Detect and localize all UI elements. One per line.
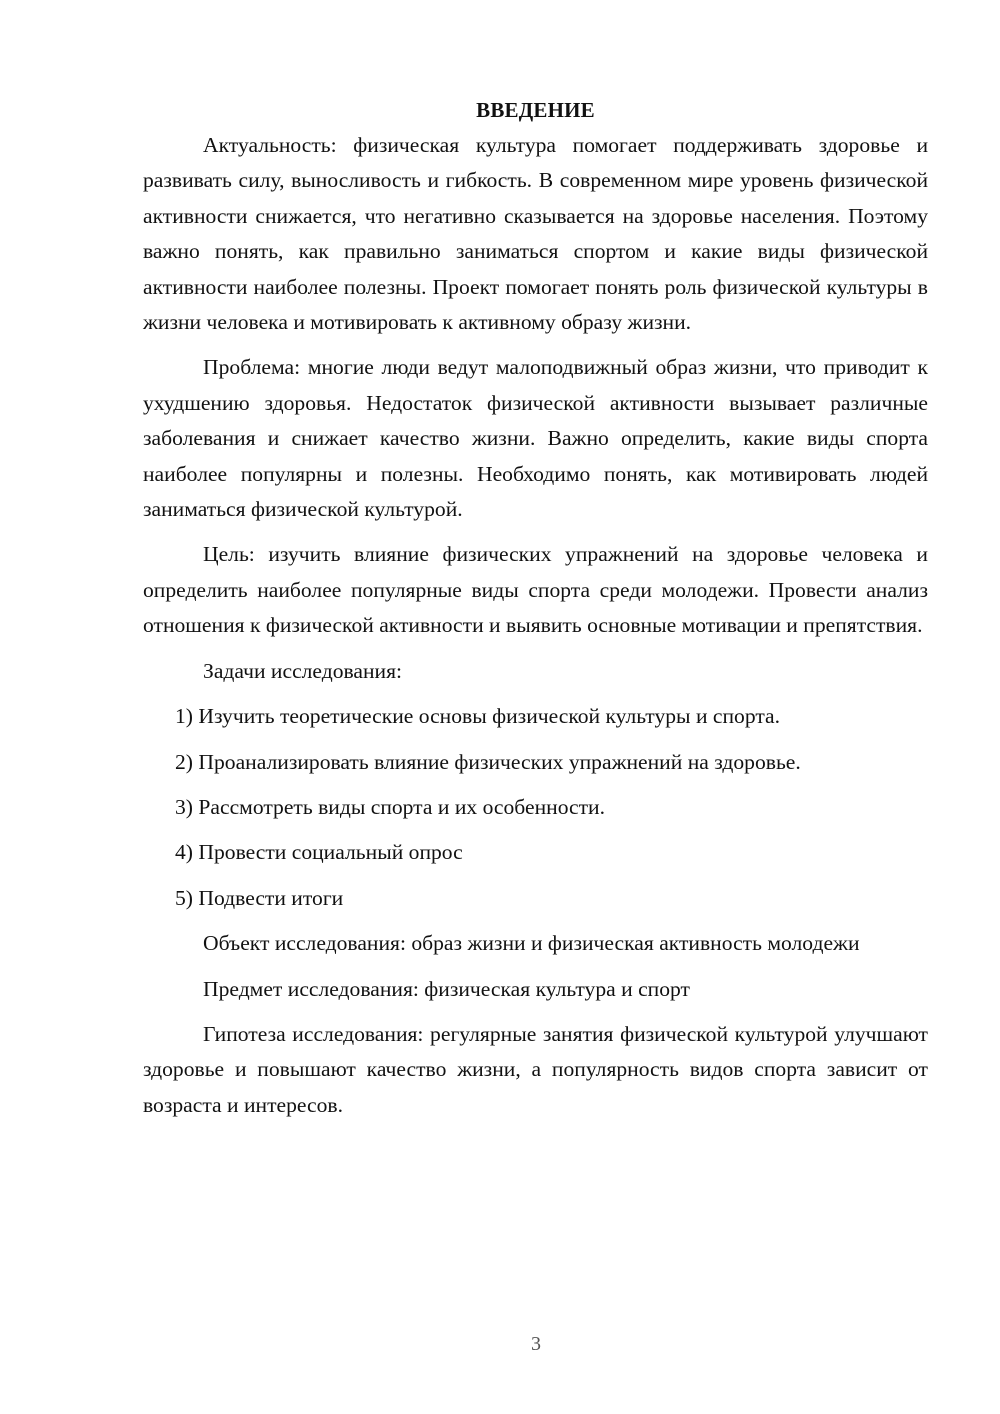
subject-paragraph: Предмет исследования: физическая культура и спорт bbox=[203, 976, 690, 1001]
task-item: 2) Проанализировать влияние физических упражнений на здоровье. bbox=[175, 749, 801, 774]
page-number: 3 bbox=[531, 1333, 541, 1355]
object-paragraph: Объект исследования: образ жизни и физическая активность молодежи bbox=[203, 931, 860, 956]
task-item: 5) Подвести итоги bbox=[175, 885, 344, 910]
tasks-title: Задачи исследования: bbox=[203, 658, 403, 683]
section-heading: ВВЕДЕНИЕ bbox=[476, 98, 595, 122]
task-item: 3) Рассмотреть виды спорта и их особенности. bbox=[175, 794, 605, 819]
hypothesis-paragraph: Гипотеза исследования: регулярные занятия физической культурой улучшают здоровье и повышают качество жизни, а популярность видов спорта зависит от возраста и интересов. bbox=[143, 1021, 928, 1117]
goal-paragraph: Цель: изучить влияние физических упражнений на здоровье человека и определить наиболее популярные виды спорта среди молодежи. Провести анализ отношения к физической активности и выявить основные мотивации и препятствия. bbox=[143, 542, 928, 638]
problem-paragraph: Проблема: многие люди ведут малоподвижный образ жизни, что приводит к ухудшению здоровья. Недостаток физической активности вызывает различные заболевания и снижает качество жизни. Важно определить, какие виды спорта наиболее популярны и полезны. Необходимо понять, как мотивировать людей заниматься физической культурой. bbox=[143, 355, 928, 522]
page-content bbox=[143, 93, 928, 1123]
task-item: 4) Провести социальный опрос bbox=[175, 840, 463, 865]
task-item: 1) Изучить теоретические основы физической культуры и спорта. bbox=[175, 704, 781, 729]
tasks-list bbox=[143, 699, 928, 916]
relevance-paragraph: Актуальность: физическая культура помогает поддерживать здоровье и развивать силу, выносливость и гибкость. В современном мире уровень физической активности снижается, что негативно сказывается на здоровье населения. Поэтому важно понять, как правильно заниматься спортом и какие виды физической активности наиболее полезны. Проект помогает понять роль физической культуры в жизни человека и мотивировать к активному образу жизни. bbox=[143, 133, 928, 335]
